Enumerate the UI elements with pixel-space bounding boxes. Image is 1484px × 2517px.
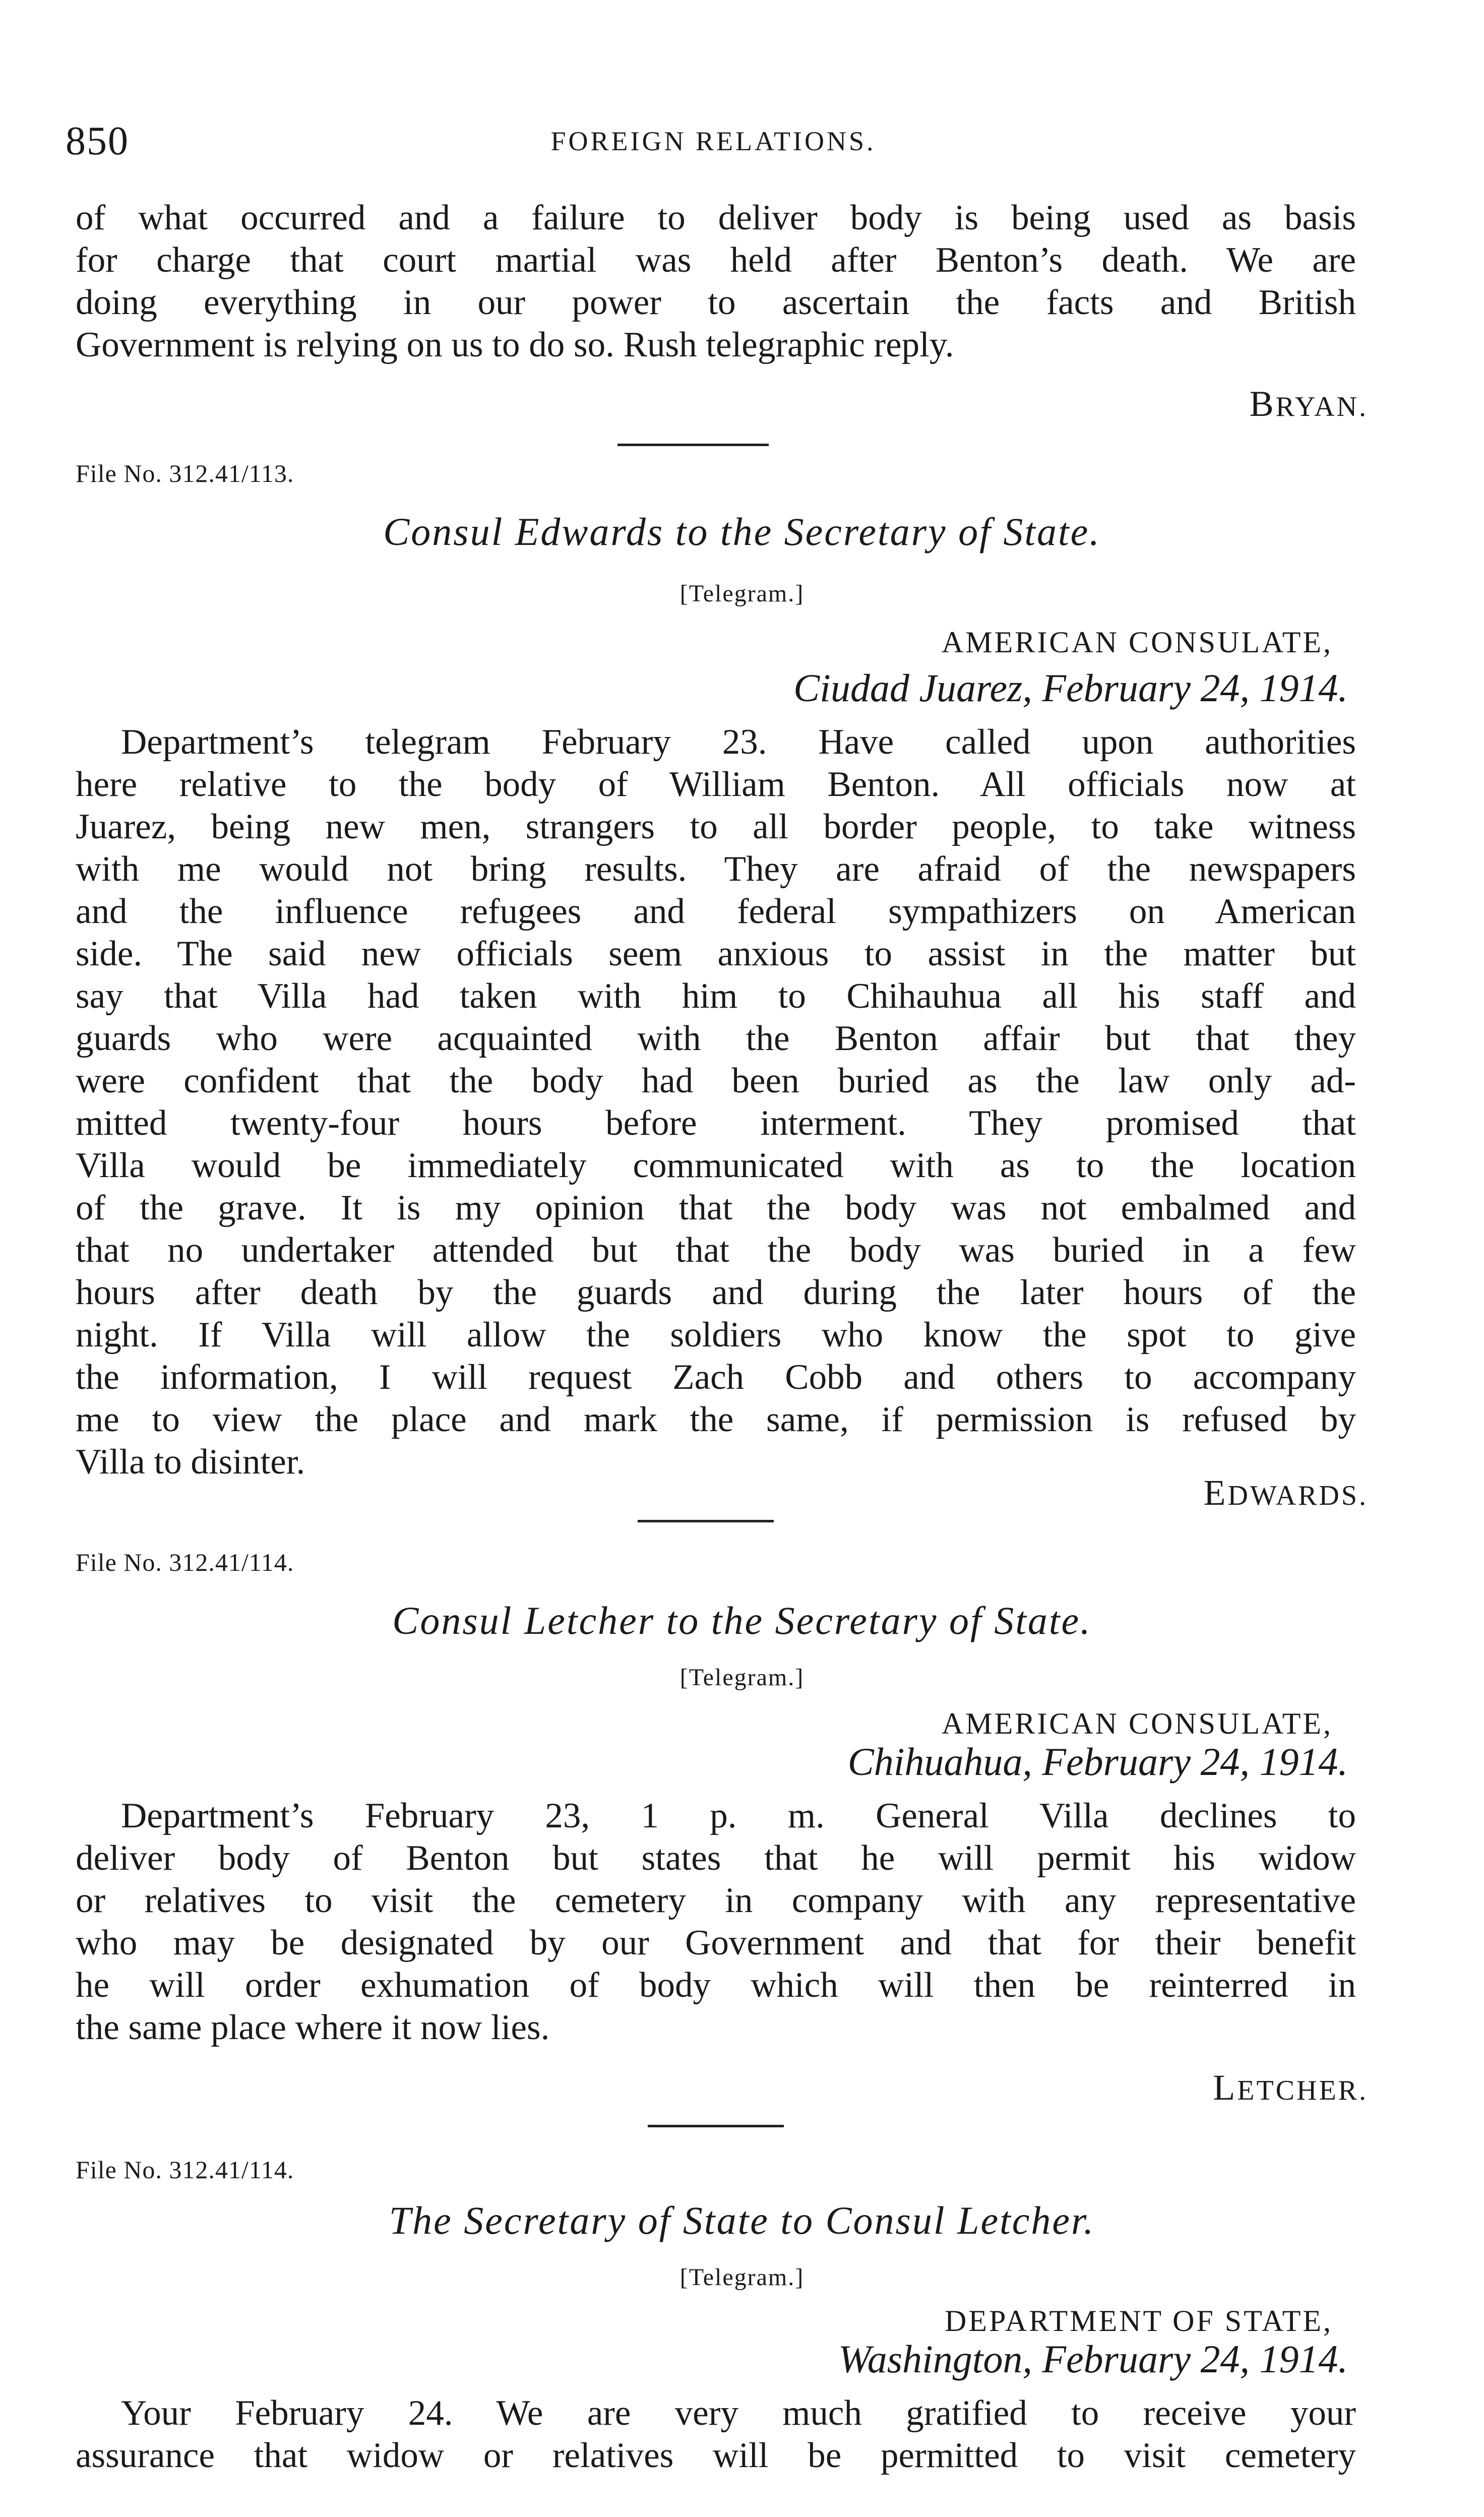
text-line: the same place where it now lies. bbox=[76, 2008, 550, 2047]
bryan-telegram-body bbox=[76, 197, 1356, 366]
section-divider bbox=[648, 2125, 784, 2127]
text-line: doing everything in our power to ascertain the facts and British bbox=[76, 283, 1356, 322]
file-number-114: File No. 312.41/114. bbox=[76, 1548, 294, 1576]
text-line: that no undertaker attended but that the body was buried in a few bbox=[76, 1231, 1356, 1270]
text-line: and the influence refugees and federal sympathizers on American bbox=[76, 892, 1356, 931]
office-heading: DEPARTMENT OF STATE, bbox=[944, 2304, 1333, 2338]
text-line: or relatives to visit the cemetery in company with any representative bbox=[76, 1881, 1356, 1920]
text-line: deliver body of Benton but states that he will permit his widow bbox=[76, 1838, 1356, 1878]
text-line: guards who were acquainted with the Benton affair but that they bbox=[76, 1019, 1356, 1058]
text-line: Department’s February 23, 1 p. m. General Villa declines to bbox=[121, 1796, 1356, 1835]
doc-title-secretary: The Secretary of State to Consul Letcher. bbox=[389, 2198, 1095, 2242]
file-number-113: File No. 312.41/113. bbox=[76, 459, 294, 487]
doc-title-edwards: Consul Edwards to the Secretary of State. bbox=[383, 510, 1101, 554]
text-line: say that Villa had taken with him to Chihauhua all his staff and bbox=[76, 976, 1356, 1016]
letcher-telegram-body bbox=[76, 1795, 1356, 2049]
office-heading: AMERICAN CONSULATE, bbox=[941, 1707, 1333, 1740]
text-line: of what occurred and a failure to deliver body is being used as basis bbox=[76, 198, 1356, 237]
text-line: hours after death by the guards and during the later hours of the bbox=[76, 1273, 1356, 1312]
file-number-114-reply: File No. 312.41/114. bbox=[76, 2156, 294, 2184]
signature-letcher: LETCHER. bbox=[1213, 2067, 1368, 2108]
signature-bryan: BRYAN. bbox=[1249, 384, 1368, 424]
page-number: 850 bbox=[66, 119, 129, 163]
telegram-label: [Telegram.] bbox=[679, 1664, 805, 1691]
text-line: he will order exhumation of body which will then be reinterred in bbox=[76, 1966, 1356, 2005]
text-line: Villa would be immediately communicated with as to the location bbox=[76, 1146, 1356, 1185]
text-line: assurance that widow or relatives will be permitted to visit cemetery bbox=[76, 2436, 1356, 2475]
page-header bbox=[66, 118, 1361, 174]
edwards-telegram-body bbox=[76, 721, 1356, 1483]
text-line: Juarez, being new men, strangers to all border people, to take witness bbox=[76, 807, 1356, 846]
signature-edwards: EDWARDS. bbox=[1203, 1472, 1368, 1513]
text-line: Your February 24. We are very much gratified to receive your bbox=[121, 2393, 1356, 2433]
doc-title-letcher: Consul Letcher to the Secretary of State. bbox=[392, 1599, 1092, 1642]
place-date: Chihuahua, February 24, 1914. bbox=[847, 1740, 1348, 1784]
telegram-label: [Telegram.] bbox=[679, 2264, 805, 2291]
text-line: Department’s telegram February 23. Have called upon authorities bbox=[121, 722, 1356, 762]
text-line: were confident that the body had been buried as the law only ad- bbox=[76, 1061, 1356, 1100]
section-divider bbox=[617, 444, 769, 446]
text-line: for charge that court martial was held after Benton’s death. We are bbox=[76, 240, 1356, 280]
running-title: FOREIGN RELATIONS. bbox=[550, 126, 876, 156]
section-divider bbox=[638, 1520, 774, 1522]
secretary-telegram-body bbox=[76, 2392, 1356, 2477]
text-line: mitted twenty-four hours before interment. They promised that bbox=[76, 1103, 1356, 1143]
telegram-label: [Telegram.] bbox=[679, 580, 805, 607]
place-date: Ciudad Juarez, February 24, 1914. bbox=[793, 666, 1348, 710]
text-line: Government is relying on us to do so. Rush telegraphic reply. bbox=[76, 325, 954, 364]
text-line: the information, I will request Zach Cobb and others to accompany bbox=[76, 1358, 1356, 1397]
text-line: who may be designated by our Government and that for their benefit bbox=[76, 1923, 1356, 1962]
text-line: Villa to disinter. bbox=[76, 1442, 305, 1482]
text-line: side. The said new officials seem anxious to assist in the matter but bbox=[76, 934, 1356, 973]
office-heading: AMERICAN CONSULATE, bbox=[941, 626, 1333, 659]
text-line: here relative to the body of William Benton. All officials now at bbox=[76, 765, 1356, 804]
text-line: of the grave. It is my opinion that the body was not embalmed and bbox=[76, 1188, 1356, 1227]
text-line: with me would not bring results. They are afraid of the newspapers bbox=[76, 849, 1356, 889]
text-line: me to view the place and mark the same, if permission is refused by bbox=[76, 1400, 1356, 1439]
text-line: night. If Villa will allow the soldiers who know the spot to give bbox=[76, 1315, 1356, 1355]
place-date: Washington, February 24, 1914. bbox=[838, 2337, 1348, 2381]
